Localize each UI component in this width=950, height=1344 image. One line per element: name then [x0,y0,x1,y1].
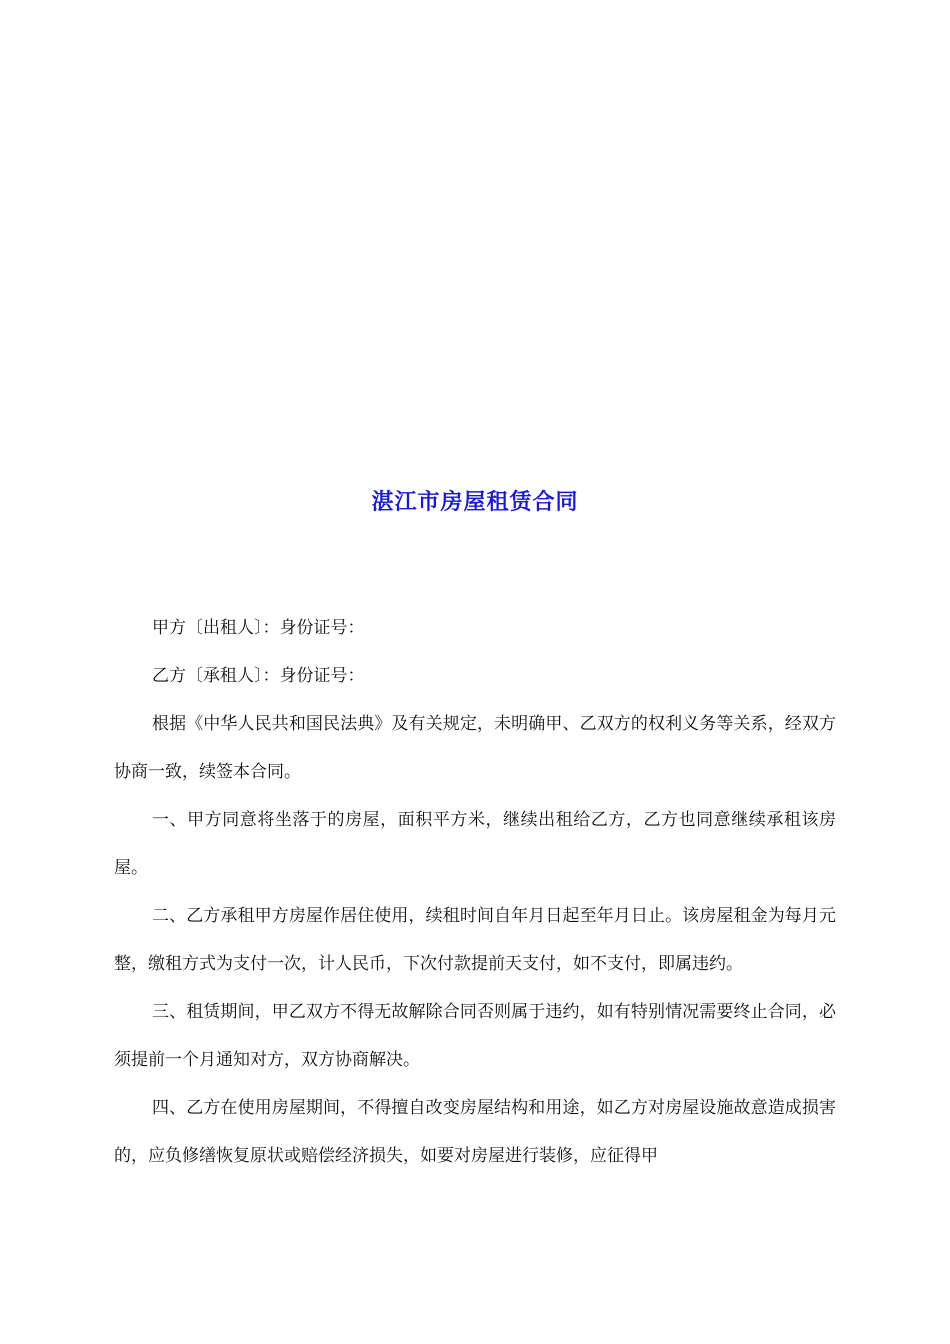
party-a-line: 甲方〔出租人〕：身份证号： [152,618,365,638]
clause-2-paragraph: 二、乙方承租甲方房屋作居住使用，续租时间自年月日起至年月日止。该房屋租金为每月元整，缴租方式为支付一次，计人民币，下次付款提前天支付，如不支付，即属违约。 [114,906,836,974]
document-body [114,604,836,1180]
clause-4-paragraph: 四、乙方在使用房屋期间，不得擅自改变房屋结构和用途，如乙方对房屋设施故意造成损害的，应负修缮恢复原状或赔偿经济损失，如要对房屋进行装修，应征得甲 [114,1098,836,1166]
document-title: 湛江市房屋租赁合同 [371,490,579,515]
clause-1-paragraph: 一、甲方同意将坐落于的房屋，面积平方米，继续出租给乙方，乙方也同意继续承租该房屋。 [114,810,836,878]
clause-3-paragraph: 三、租赁期间，甲乙双方不得无故解除合同否则属于违约，如有特别情况需要终止合同，必须提前一个月通知对方，双方协商解决。 [114,1002,836,1070]
party-b-line: 乙方〔承租人〕：身份证号： [152,666,365,686]
preamble-paragraph: 根据《中华人民共和国民法典》及有关规定，未明确甲、乙双方的权利义务等关系，经双方协商一致，续签本合同。 [114,714,836,782]
